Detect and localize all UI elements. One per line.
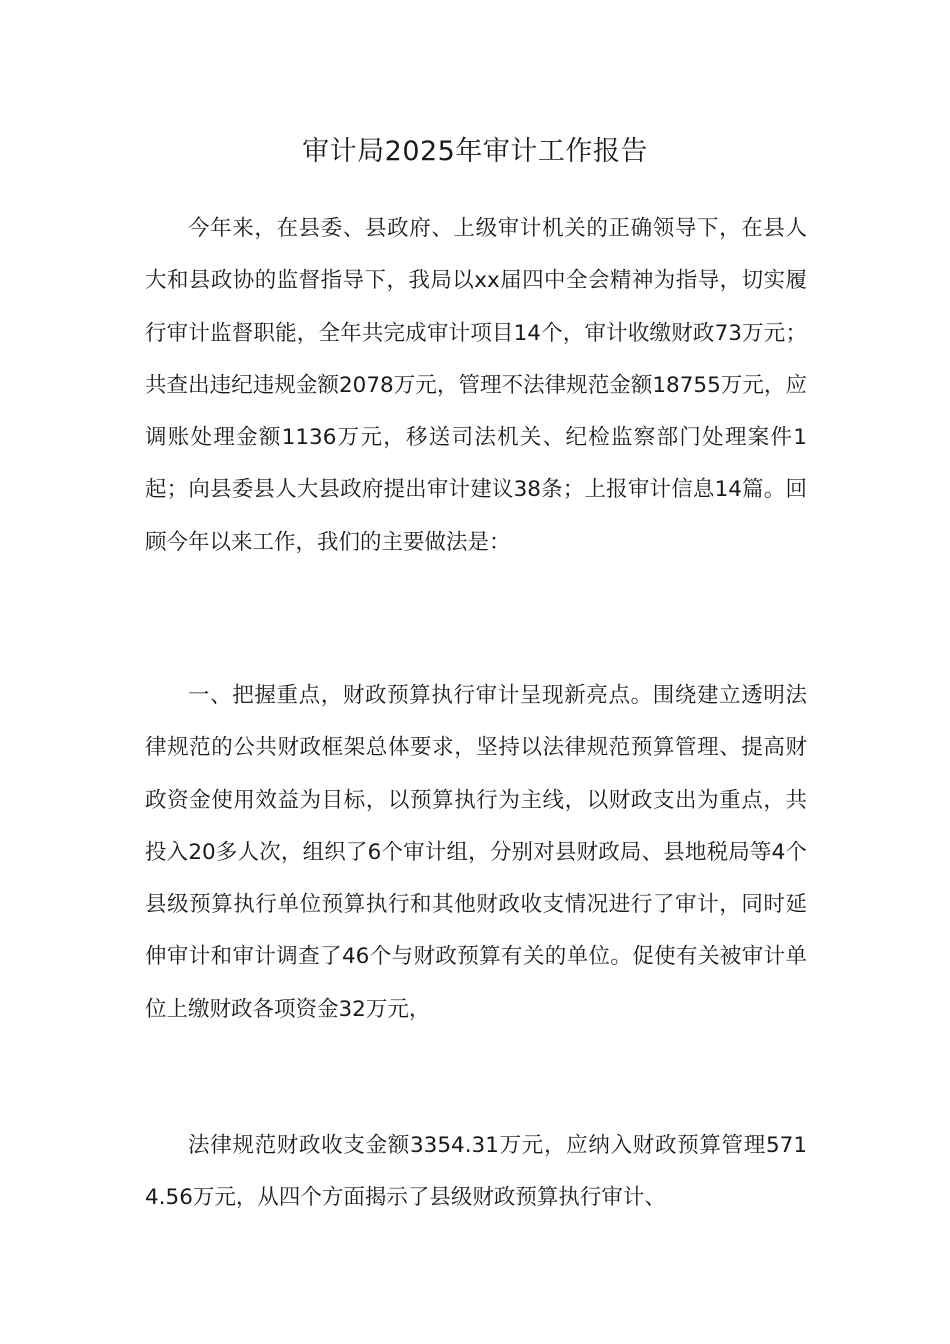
paragraph-section-one: 一、把握重点，财政预算执行审计呈现新亮点。围绕建立透明法律规范的公共财政框架总体要求，坚持以法律规范预算管理、提高财政资金使用效益为目标，以预算执行为主线，以财政支出为重点，共投入20多人次，组织了6个审计组，分别对县财政局、县地税局等4个县级预算执行单位预算执行和其他财政收支情况进行了审计，同时延伸审计和审计调查了46个与财政预算有关的单位。促使有关被审计单位上缴财政各项资金32万元， xyxy=(145,683,807,1022)
paragraph-intro: 今年来，在县委、县政府、上级审计机关的正确领导下，在县人大和县政协的监督指导下，我局以xx届四中全会精神为指导，切实履行审计监督职能，全年共完成审计项目14个，审计收缴财政73万元；共查出违纪违规金额2078万元，管理不法律规范金额18755万元，应调账处理金额1136万元，移送司法机关、纪检监察部门处理案件1起；向县委县人大县政府提出审计建议38条；上报审计信息14篇。回顾今年以来工作，我们的主要做法是： xyxy=(145,216,807,555)
document-title: 审计局2025年审计工作报告 xyxy=(302,136,648,167)
paragraph-continuation: 法律规范财政收支金额3354.31万元，应纳入财政预算管理5714.56万元，从四个方面揭示了县级财政预算执行审计、 xyxy=(145,1133,807,1211)
